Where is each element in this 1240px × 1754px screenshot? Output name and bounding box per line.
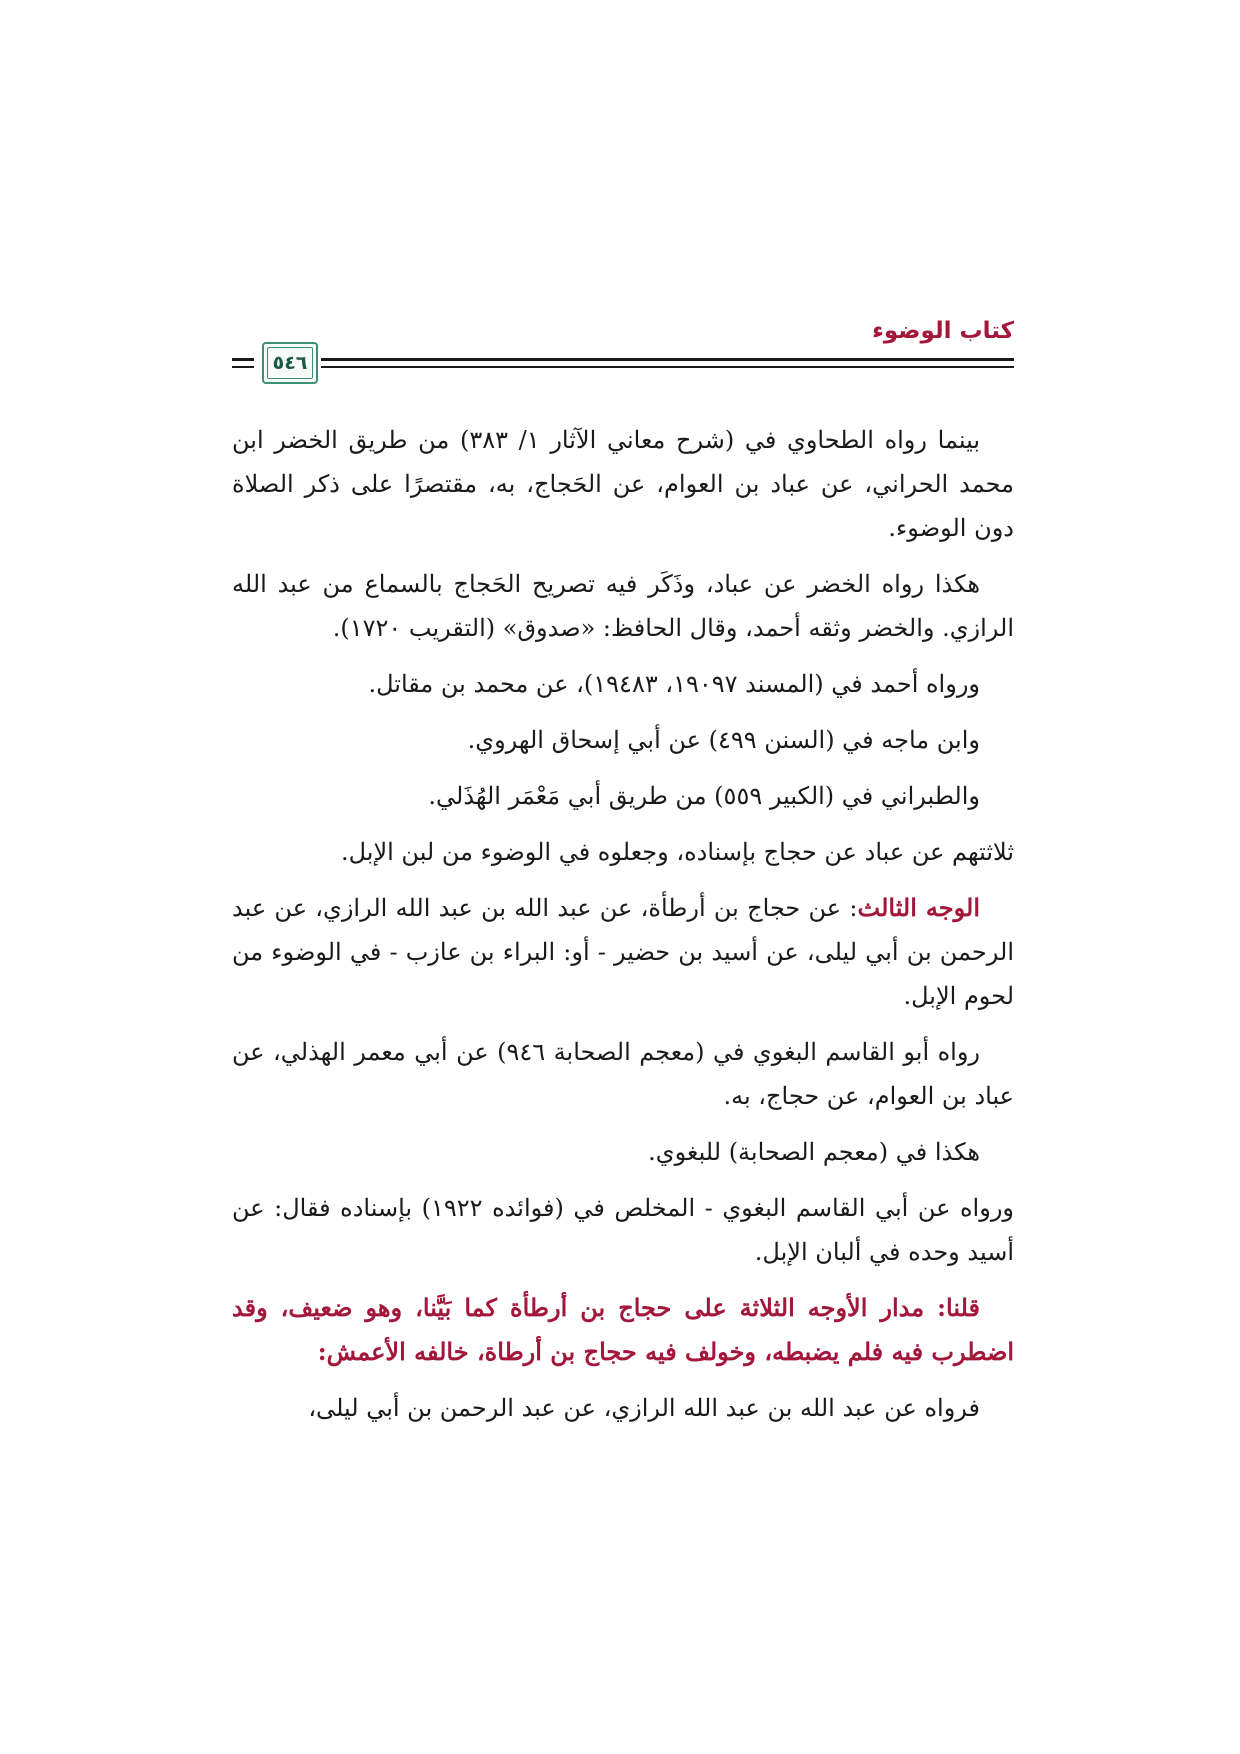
header-rule <box>232 358 254 361</box>
page-header <box>232 318 1014 388</box>
paragraph: هكذا رواه الخضر عن عباد، وذَكَر فيه تصريح الحَجاج بالسماع من عبد الله الرازي. والخضر وثقه أحمد، وقال الحافظ: «صدوق» (التقريب ١٧٢٠). <box>232 570 1014 642</box>
emphasized-text: : مدار الأوجه الثلاثة على حجاج بن أرطأة كما بَيَّنا، وهو ضعيف، وقد اضطرب فيه فلم يضبطه، وخولف فيه حجاج بن أرطاة، خالفه الأعمش: <box>232 1293 1014 1366</box>
paragraph: ورواه أحمد في (المسند ١٩٠٩٧، ١٩٤٨٣)، عن محمد بن مقاتل. <box>368 670 980 698</box>
section-label: قلنا <box>946 1293 980 1322</box>
paragraph: بينما رواه الطحاوي في (شرح معاني الآثار ١/ ٣٨٣) من طريق الخضر ابن محمد الحراني، عن عباد بن العوام، عن الحَجاج، به، مقتصرًا على ذكر الصلاة دون الوضوء. <box>232 426 1014 542</box>
paragraph: ثلاثتهم عن عباد عن حجاج بإسناده، وجعلوه في الوضوء من لبن الإبل. <box>340 838 1014 866</box>
paragraph-text: : عن حجاج بن أرطأة، عن عبد الله بن عبد الله الرازي، عن عبد الرحمن بن أبي ليلى، عن أسيد بن حضير - أو: البراء بن عازب - في الوضوء من لحوم الإبل. <box>232 894 1014 1010</box>
page-number-badge <box>262 342 318 384</box>
header-rule <box>321 358 1014 361</box>
page-body <box>232 418 1014 1442</box>
paragraph: والطبراني في (الكبير ٥٥٩) من طريق أبي مَعْمَر الهُذَلي. <box>428 782 980 810</box>
paragraph: ورواه عن أبي القاسم البغوي - المخلص في (فوائده ١٩٢٢) بإسناده فقال: عن أسيد وحده في ألبان الإبل. <box>232 1194 1014 1266</box>
paragraph <box>232 1286 1014 1374</box>
book-title: كتاب الوضوء <box>872 318 1014 344</box>
paragraph: رواه أبو القاسم البغوي في (معجم الصحابة ٩٤٦) عن أبي معمر الهذلي، عن عباد بن العوام، عن حجاج، به. <box>232 1038 1014 1110</box>
paragraph: وابن ماجه في (السنن ٤٩٩) عن أبي إسحاق الهروي. <box>467 726 980 754</box>
paragraph: فرواه عن عبد الله بن عبد الله الرازي، عن عبد الرحمن بن أبي ليلى، <box>308 1394 980 1422</box>
header-rule <box>321 366 1014 368</box>
paragraph: هكذا في (معجم الصحابة) للبغوي. <box>648 1138 980 1166</box>
paragraph <box>232 886 1014 1018</box>
header-rule <box>232 366 254 368</box>
page-number: ٥٤٦ <box>272 352 308 374</box>
section-label: الوجه الثالث <box>857 893 980 922</box>
